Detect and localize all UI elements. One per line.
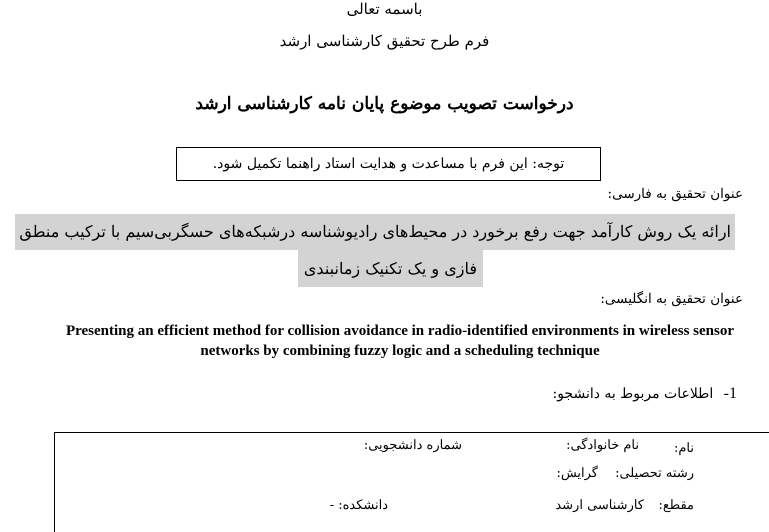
persian-title-line-2: فازی و یک تکنیک زمانبندی <box>298 250 483 287</box>
persian-title-label: عنوان تحقیق به فارسی: <box>607 186 743 202</box>
note-box: توجه: این فرم با مساعدت و هدایت استاد راهنما تکمیل شود. <box>176 147 601 181</box>
page-title: درخواست تصویب موضوع پایان نامه کارشناسی ارشد <box>195 94 574 114</box>
form-title: فرم طرح تحقیق کارشناسی ارشد <box>279 32 490 50</box>
basmeh-taali-heading: باسمه تعالی <box>346 0 423 18</box>
section-number: 1- <box>723 385 737 402</box>
english-title-label: عنوان تحقیق به انگلیسی: <box>600 291 743 307</box>
section-title: اطلاعات مربوط به دانشجو: <box>552 386 714 402</box>
faculty-label: دانشکده: <box>338 498 388 513</box>
section-1-heading <box>552 385 737 403</box>
orientation-label: گرایش: <box>556 466 598 481</box>
student-number-label: شماره دانشجویی: <box>363 438 462 453</box>
family-name-label: نام خانوادگی: <box>566 438 639 453</box>
student-info-table <box>54 432 769 532</box>
persian-title-line-1: ارائه یک روش کارآمد جهت رفع برخورد در محیط‌های رادیوشناسه درشبکه‌های حسگربی‌سیم با ترکیب منطق <box>15 214 735 250</box>
degree-label: مقطع: <box>658 498 694 513</box>
faculty-value: - <box>329 498 334 513</box>
field-label: رشته تحصیلی: <box>615 466 694 481</box>
name-label: نام: <box>673 441 694 456</box>
degree-value: کارشناسی ارشد <box>555 498 644 513</box>
english-title: Presenting an efficient method for collision avoidance in radio-identified environments in wireless sensor networks by combining fuzzy logic and a scheduling technique <box>65 323 735 359</box>
